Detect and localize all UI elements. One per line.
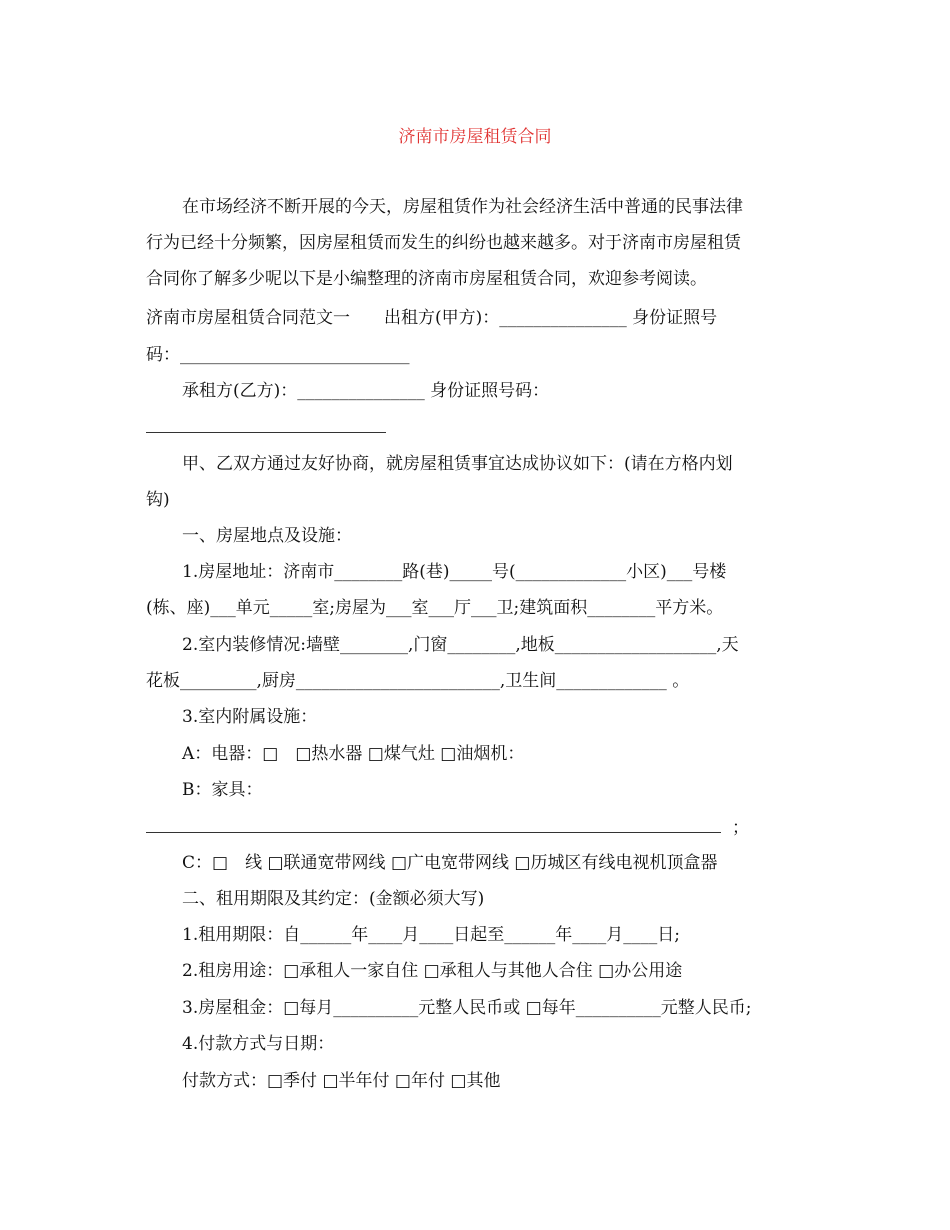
furniture-line: B：家具： bbox=[182, 780, 263, 800]
term-line: 1.租用期限：自______年____月____日起至______年____月____日; bbox=[182, 925, 680, 945]
section-1-heading: 一、房屋地点及设施： bbox=[182, 526, 352, 546]
section-2-heading: 二、租用期限及其约定：(金额必须大写) bbox=[182, 889, 485, 909]
furniture-line-end: ； bbox=[732, 818, 749, 838]
address-line-1: 1.房屋地址：济南市________路(巷)_____号(_____________小区)___号楼 bbox=[182, 562, 727, 582]
lessor-line-2: 码：___________________________ bbox=[146, 345, 410, 365]
payment-heading: 4.付款方式与日期： bbox=[182, 1034, 335, 1054]
address-line-2: (栋、座)___单元_____室;房屋为___室___厅___卫;建筑面积________平方米。 bbox=[146, 598, 724, 618]
facilities-heading: 3.室内附属设施： bbox=[182, 707, 318, 727]
document-title: 济南市房屋租赁合同 bbox=[398, 127, 552, 147]
rent-line: 3.房屋租金：□每月__________元整人民币或 □每年__________元整人民币; bbox=[182, 998, 752, 1018]
intro-line-2: 行为已经十分频繁，因房屋租赁而发生的纠纷也越来越多。对于济南市房屋租赁 bbox=[146, 233, 741, 253]
lines-options: C：□ 线 □联通宽带网线 □广电宽带网线 □历城区有线电视机顶盒器 bbox=[182, 853, 718, 873]
lessee-line: 承租方(乙方)：_______________ 身份证照号码： bbox=[182, 381, 550, 401]
lessor-line-1: 济南市房屋租赁合同范文一 出租方(甲方)：_______________ 身份证照号 bbox=[146, 308, 718, 328]
decoration-line-1: 2.室内装修情况:墙壁________,门窗________,地板___________________,天 bbox=[182, 635, 739, 655]
agreement-line-1: 甲、乙双方通过友好协商，就房屋租赁事宜达成协议如下：(请在方格内划 bbox=[182, 454, 733, 474]
lessee-id-blank-line bbox=[146, 432, 386, 433]
usage-line: 2.租房用途：□承租人一家自住 □承租人与其他人合住 □办公用途 bbox=[182, 961, 683, 981]
appliances-line: A：电器：□ □热水器 □煤气灶 □油烟机： bbox=[182, 744, 525, 764]
intro-line-1: 在市场经济不断开展的今天，房屋租赁作为社会经济生活中普通的民事法律 bbox=[182, 197, 743, 217]
agreement-line-2: 钩) bbox=[146, 490, 170, 510]
intro-line-3: 合同你了解多少呢以下是小编整理的济南市房屋租赁合同，欢迎参考阅读。 bbox=[146, 269, 707, 289]
furniture-blank-line bbox=[146, 832, 721, 833]
decoration-line-2: 花板_________,厨房________________________,卫生间_____________ 。 bbox=[146, 671, 690, 691]
payment-method-line: 付款方式：□季付 □半年付 □年付 □其他 bbox=[182, 1071, 501, 1091]
